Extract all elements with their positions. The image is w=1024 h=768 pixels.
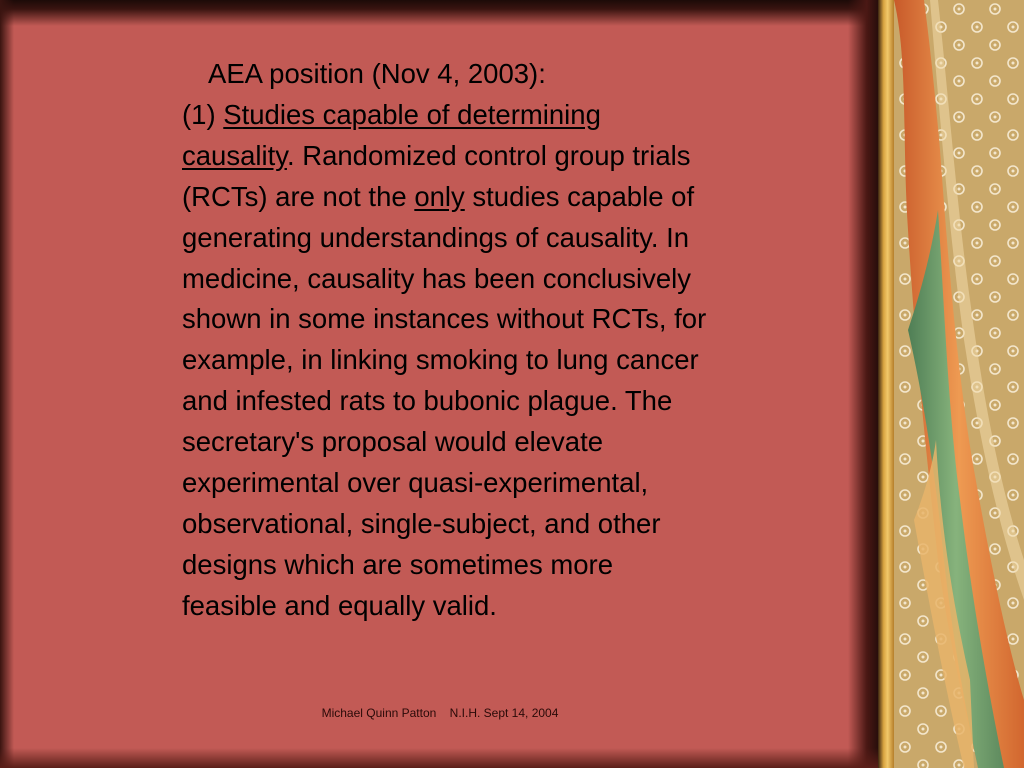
decorative-ribbon-panel (878, 0, 1024, 768)
text-line-13: feasible and equally valid. (182, 589, 497, 621)
emphasis-only: only (414, 180, 465, 212)
text-line-5: medicine, causality has been conclusively (182, 262, 692, 294)
top-shadow (0, 0, 880, 26)
text-line-6: shown in some instances without RCTs, for (182, 303, 707, 335)
text-line-1 (182, 95, 852, 136)
slide-footer: Michael Quinn Patton N.I.H. Sept 14, 2004 (321, 706, 559, 720)
text-line-8: and infested rats to bubonic plague. The (182, 385, 673, 417)
item-number: (1) (182, 98, 216, 130)
text-fragment: . Randomized control group trials (286, 139, 691, 171)
text-line-12: designs which are sometimes more (182, 548, 614, 580)
right-shadow (848, 0, 882, 768)
text-line-2 (182, 136, 852, 177)
slide-body-text (182, 54, 852, 627)
left-shadow (0, 0, 14, 768)
slide-heading: AEA position (Nov 4, 2003): (208, 58, 546, 89)
underlined-phrase-2: causality (182, 139, 287, 171)
text-fragment: studies capable of (464, 180, 695, 212)
text-line-9: secretary's proposal would elevate (182, 426, 604, 458)
text-line-11: observational, single-subject, and other (182, 507, 661, 539)
underlined-phrase-1: Studies capable of determining (223, 98, 601, 130)
bottom-shadow (0, 748, 880, 768)
heading-line (182, 54, 852, 95)
text-fragment: (RCTs) are not the (182, 180, 415, 212)
text-line-10: experimental over quasi-experimental, (182, 467, 649, 499)
text-line-7: example, in linking smoking to lung cancer (182, 344, 699, 376)
text-line-4: generating understandings of causality. In (182, 221, 690, 253)
text-line-3 (182, 177, 852, 218)
